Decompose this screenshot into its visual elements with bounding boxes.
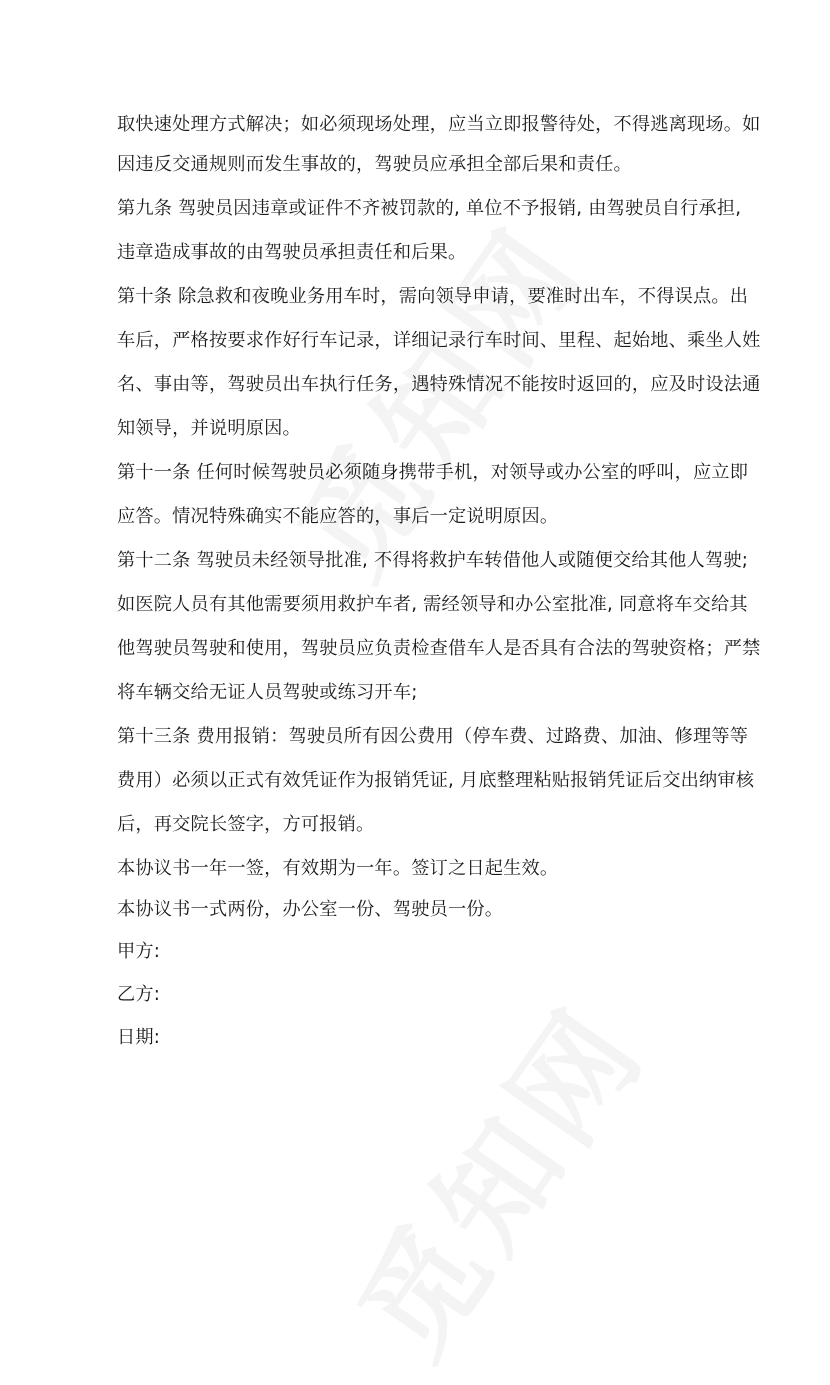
party-a-label: 甲方: [117, 941, 161, 962]
paragraph-line: 应答。情况特殊确实不能应答的，事后一定说明原因。 [117, 506, 559, 527]
paragraph-line: 名、事由等，驾驶员出车执行任务，遇特殊情况不能按时返回的，应及时设法通 [117, 374, 761, 395]
paragraph-line: 车后，严格按要求作好行车记录，详细记录行车时间、里程、起始地、乘坐人姓 [117, 330, 761, 351]
paragraph-line: 后，再交院长签字，方可报销。 [117, 814, 375, 835]
article-9-line: 第九条 驾驶员因违章或证件不齐被罚款的, 单位不予报销, 由驾驶员自行承担, [117, 198, 742, 219]
paragraph-line: 取快速处理方式解决；如必须现场处理，应当立即报警待处，不得逃离现场。如 [117, 114, 761, 135]
article-13-line: 第十三条 费用报销：驾驶员所有因公费用（停车费、过路费、加油、修理等等 [117, 726, 749, 747]
paragraph-line: 知领导，并说明原因。 [117, 418, 301, 439]
paragraph-line: 将车辆交给无证人员驾驶或练习开车; [117, 682, 418, 703]
paragraph-line: 违章造成事故的由驾驶员承担责任和后果。 [117, 242, 467, 263]
paragraph-line: 因违反交通规则而发生事故的，驾驶员应承担全部后果和责任。 [117, 154, 632, 175]
validity-clause: 本协议书一年一签，有效期为一年。签订之日起生效。 [117, 858, 559, 879]
article-11-line: 第十一条 任何时候驾驶员必须随身携带手机，对领导或办公室的呼叫，应立即 [117, 462, 749, 483]
paragraph-line: 费用）必须以正式有效凭证作为报销凭证, 月底整理粘贴报销凭证后交出纳审核 [117, 770, 755, 791]
date-label: 日期: [117, 1027, 161, 1048]
article-12-line: 第十二条 驾驶员未经领导批准, 不得将救护车转借他人或随便交给其他人驾驶; [117, 550, 749, 571]
article-10-line: 第十条 除急救和夜晚业务用车时，需向领导申请，要准时出车，不得误点。出 [117, 286, 749, 307]
paragraph-line: 他驾驶员驾驶和使用，驾驶员应负责检查借车人是否具有合法的驾驶资格；严禁 [117, 638, 761, 659]
party-b-label: 乙方: [117, 984, 161, 1005]
paragraph-line: 如医院人员有其他需要须用救护车者, 需经领导和办公室批准, 同意将车交给其 [117, 594, 748, 615]
copies-clause: 本协议书一式两份，办公室一份、驾驶员一份。 [117, 899, 504, 920]
